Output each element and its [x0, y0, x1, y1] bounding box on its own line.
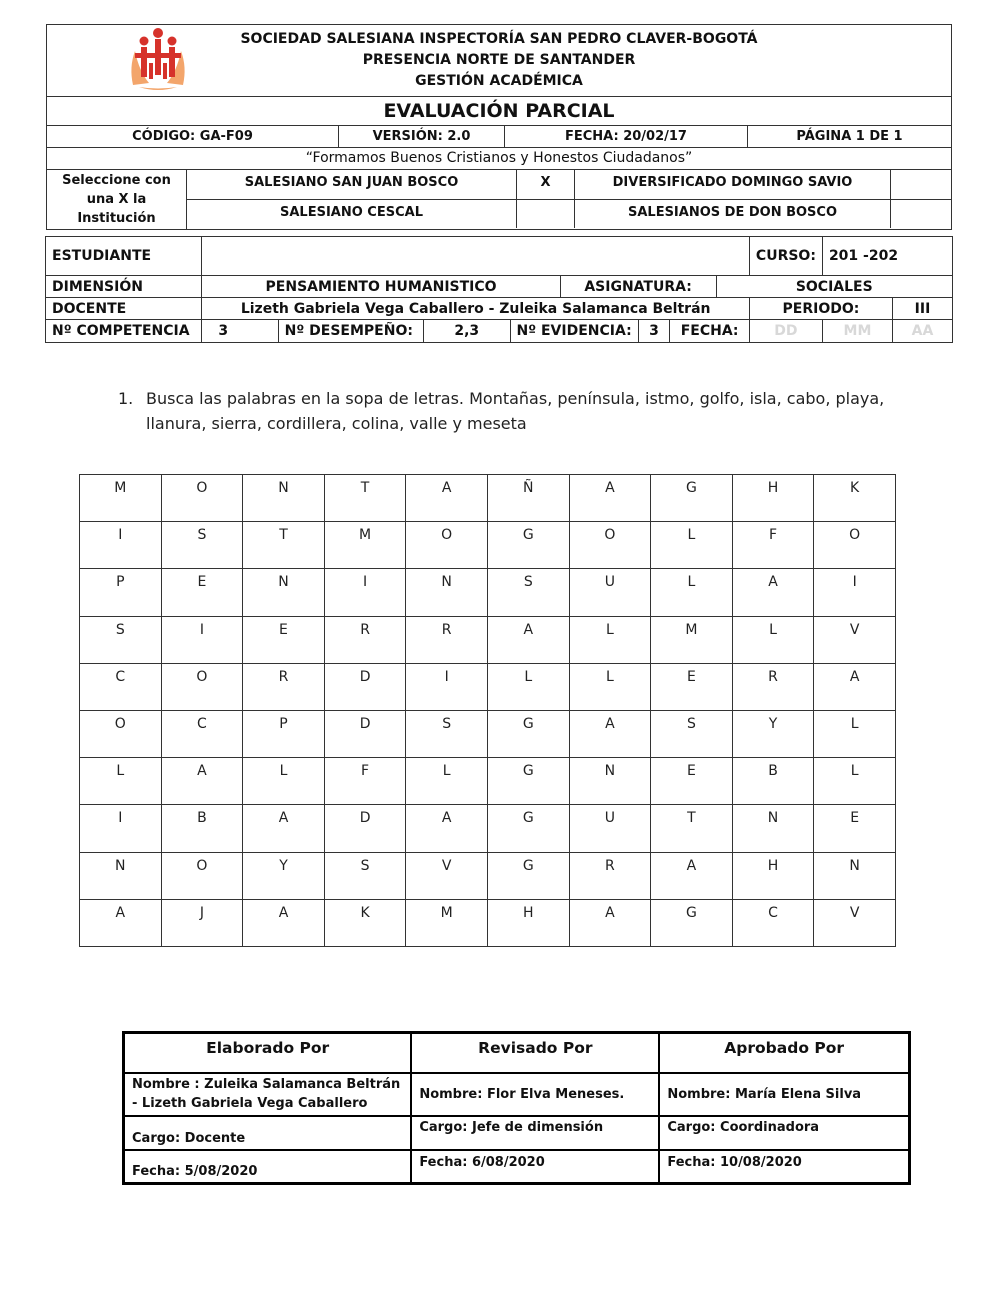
signoff-date-prepared: Fecha: 5/08/2020 [124, 1150, 412, 1184]
document-date: FECHA: 20/02/17 [505, 126, 748, 147]
date-day-field[interactable]: DD [749, 320, 822, 343]
word-search-cell[interactable]: L [651, 569, 733, 616]
signoff-name-prepared: Nombre : Zuleika Salamanca Beltrán - Lizeth Gabriela Vega Caballero [124, 1073, 412, 1116]
institution-cescal: SALESIANO CESCAL [187, 200, 517, 228]
signoff-header-reviewed: Revisado Por [411, 1033, 659, 1073]
word-search-cell[interactable]: I [814, 569, 896, 616]
word-search-cell[interactable]: I [406, 663, 488, 710]
word-search-cell[interactable]: G [487, 710, 569, 757]
institution-mark-cell[interactable] [517, 200, 575, 228]
word-search-cell[interactable]: O [814, 522, 896, 569]
institution-mark-cell[interactable] [891, 170, 951, 199]
word-search-cell[interactable]: F [324, 758, 406, 805]
word-search-cell[interactable]: N [80, 852, 162, 899]
word-search-cell[interactable]: U [569, 805, 651, 852]
word-search-cell[interactable]: H [732, 852, 814, 899]
word-search-cell[interactable]: K [814, 475, 896, 522]
word-search-cell[interactable]: E [814, 805, 896, 852]
word-search-cell[interactable]: O [569, 522, 651, 569]
word-search-cell[interactable]: L [487, 663, 569, 710]
instruction-item [118, 386, 918, 436]
org-department: GESTIÓN ACADÉMICA [415, 73, 583, 89]
date-month-field[interactable]: MM [822, 320, 892, 343]
word-search-cell[interactable]: C [161, 710, 243, 757]
word-search-cell[interactable]: S [651, 710, 733, 757]
word-search-cell[interactable]: S [161, 522, 243, 569]
word-search-row [80, 663, 896, 710]
word-search-cell[interactable]: D [324, 663, 406, 710]
document-code-row [47, 126, 951, 148]
word-search-cell[interactable]: N [243, 569, 325, 616]
word-search-cell[interactable]: G [487, 522, 569, 569]
word-search-row [80, 852, 896, 899]
institution-mark-cell[interactable] [891, 200, 951, 228]
word-search-cell[interactable]: Ñ [487, 475, 569, 522]
word-search-cell[interactable]: I [80, 805, 162, 852]
evidence-label: Nº EVIDENCIA: [510, 320, 638, 343]
word-search-cell[interactable]: E [161, 569, 243, 616]
word-search-cell[interactable]: L [243, 758, 325, 805]
word-search-cell[interactable]: T [324, 475, 406, 522]
word-search-cell[interactable]: A [243, 899, 325, 946]
performance-label: Nº DESEMPEÑO: [278, 320, 423, 343]
word-search-cell[interactable]: L [814, 710, 896, 757]
word-search-cell[interactable]: M [324, 522, 406, 569]
student-name-field[interactable] [202, 237, 750, 276]
word-search-row [80, 616, 896, 663]
signoff-header-prepared: Elaborado Por [124, 1033, 412, 1073]
signoff-header-approved: Aprobado Por [659, 1033, 909, 1073]
document-version: VERSIÓN: 2.0 [339, 126, 505, 147]
document-title: EVALUACIÓN PARCIAL [47, 97, 951, 126]
teacher-label: DOCENTE [46, 298, 202, 320]
salesian-logo-icon [125, 27, 191, 93]
word-search-cell[interactable]: A [569, 899, 651, 946]
word-search-cell[interactable]: R [406, 616, 488, 663]
word-search-cell[interactable]: E [651, 663, 733, 710]
institution-don-bosco: SALESIANOS DE DON BOSCO [575, 200, 891, 228]
word-search-cell[interactable]: A [569, 475, 651, 522]
signoff-table [122, 1031, 911, 1185]
word-search-row [80, 475, 896, 522]
word-search-cell[interactable]: O [161, 475, 243, 522]
word-search-cell[interactable]: A [406, 805, 488, 852]
word-search-cell[interactable]: R [732, 663, 814, 710]
word-search-cell[interactable]: L [406, 758, 488, 805]
institution-select-label: Seleccione con una X la Institución [47, 170, 187, 229]
word-search-cell[interactable]: L [732, 616, 814, 663]
word-search-cell[interactable]: E [243, 616, 325, 663]
dimension-label: DIMENSIÓN [46, 276, 202, 298]
word-search-cell[interactable]: D [324, 710, 406, 757]
word-search-cell[interactable]: L [80, 758, 162, 805]
signoff-role-reviewed: Cargo: Jefe de dimensión [411, 1116, 659, 1150]
word-search-cell[interactable]: P [80, 569, 162, 616]
word-search-cell[interactable]: N [732, 805, 814, 852]
competence-value: 3 [202, 320, 278, 343]
word-search-row [80, 758, 896, 805]
word-search-cell[interactable]: N [814, 852, 896, 899]
word-search-cell[interactable]: G [651, 475, 733, 522]
word-search-cell[interactable]: L [651, 522, 733, 569]
instruction-number: 1. [118, 389, 134, 408]
performance-value: 2,3 [424, 320, 510, 343]
word-search-cell[interactable]: F [732, 522, 814, 569]
word-search-cell[interactable]: V [814, 899, 896, 946]
word-search-cell[interactable]: V [406, 852, 488, 899]
word-search-row [80, 710, 896, 757]
word-search-cell[interactable]: T [243, 522, 325, 569]
word-search-cell[interactable]: Y [732, 710, 814, 757]
word-search-cell[interactable]: E [651, 758, 733, 805]
word-search-cell[interactable]: C [732, 899, 814, 946]
institution-selector [47, 170, 951, 229]
word-search-row [80, 569, 896, 616]
word-search-cell[interactable]: D [324, 805, 406, 852]
word-search-cell[interactable]: R [243, 663, 325, 710]
word-search-cell[interactable]: G [487, 852, 569, 899]
document-header [46, 24, 952, 230]
period-value: III [892, 298, 952, 320]
word-search-row [80, 522, 896, 569]
period-label: PERIODO: [749, 298, 892, 320]
word-search-cell[interactable]: A [814, 663, 896, 710]
teacher-value: Lizeth Gabriela Vega Caballero - Zuleika Salamanca Beltrán [202, 298, 750, 320]
word-search-cell[interactable]: P [243, 710, 325, 757]
word-search-row [80, 899, 896, 946]
course-value: 201 -202 [822, 237, 952, 276]
word-search-cell[interactable]: L [814, 758, 896, 805]
institution-domingo-savio: DIVERSIFICADO DOMINGO SAVIO [575, 170, 891, 199]
word-search-cell[interactable]: B [161, 805, 243, 852]
word-search-cell[interactable]: Y [243, 852, 325, 899]
word-search-cell[interactable]: S [80, 616, 162, 663]
word-search-cell[interactable]: A [732, 569, 814, 616]
word-search-cell[interactable]: V [814, 616, 896, 663]
word-search-grid [79, 474, 896, 947]
student-label: ESTUDIANTE [46, 237, 202, 276]
word-search-cell[interactable]: L [569, 663, 651, 710]
word-search-cell[interactable]: K [324, 899, 406, 946]
word-search-cell[interactable]: M [651, 616, 733, 663]
signoff-role-approved: Cargo: Coordinadora [659, 1116, 909, 1150]
word-search-cell[interactable]: R [569, 852, 651, 899]
subject-value: SOCIALES [716, 276, 953, 298]
word-search-cell[interactable]: A [80, 899, 162, 946]
signoff-name-approved: Nombre: María Elena Silva [659, 1073, 909, 1116]
word-search-cell[interactable]: S [406, 710, 488, 757]
word-search-cell[interactable]: G [651, 899, 733, 946]
word-search-cell[interactable]: A [161, 758, 243, 805]
word-search-cell[interactable]: C [80, 663, 162, 710]
word-search-cell[interactable]: U [569, 569, 651, 616]
word-search-cell[interactable]: N [406, 569, 488, 616]
word-search-cell[interactable]: H [487, 899, 569, 946]
word-search-cell[interactable]: A [651, 852, 733, 899]
student-info-table [45, 236, 953, 343]
word-search-cell[interactable]: L [569, 616, 651, 663]
word-search-cell[interactable]: A [569, 710, 651, 757]
signoff-role-prepared: Cargo: Docente [124, 1116, 412, 1150]
word-search-cell[interactable]: O [161, 852, 243, 899]
word-search-cell[interactable]: G [487, 805, 569, 852]
institution-mark-cell[interactable]: X [517, 170, 575, 199]
word-search-cell[interactable]: A [406, 475, 488, 522]
word-search-cell[interactable]: S [324, 852, 406, 899]
word-search-cell[interactable]: J [161, 899, 243, 946]
word-search-cell[interactable]: O [406, 522, 488, 569]
word-search-row [80, 805, 896, 852]
subject-label: ASIGNATURA: [560, 276, 716, 298]
word-search-cell[interactable]: O [161, 663, 243, 710]
instruction-text: Busca las palabras en la sopa de letras. Montañas, península, istmo, golfo, isla, cabo, playa, llanura, sierra, cordillera, colina, valle y meseta [146, 389, 885, 433]
word-search-cell[interactable]: I [324, 569, 406, 616]
header-top [47, 25, 951, 97]
org-region: PRESENCIA NORTE DE SANTANDER [362, 52, 636, 68]
document-code: CÓDIGO: GA-F09 [47, 126, 339, 147]
signoff-date-approved: Fecha: 10/08/2020 [659, 1150, 909, 1184]
word-search-cell[interactable]: O [80, 710, 162, 757]
word-search-cell[interactable]: G [487, 758, 569, 805]
word-search-cell[interactable]: N [243, 475, 325, 522]
word-search-cell[interactable]: H [732, 475, 814, 522]
word-search-cell[interactable]: R [324, 616, 406, 663]
competence-label: Nº COMPETENCIA [46, 320, 202, 343]
word-search-cell[interactable]: A [487, 616, 569, 663]
word-search-cell[interactable]: M [80, 475, 162, 522]
word-search-cell[interactable]: A [243, 805, 325, 852]
dimension-value: PENSAMIENTO HUMANISTICO [202, 276, 560, 298]
word-search-cell[interactable]: M [406, 899, 488, 946]
word-search-cell[interactable]: S [487, 569, 569, 616]
org-name: SOCIEDAD SALESIANA INSPECTORÍA SAN PEDRO CLAVER-BOGOTÁ [240, 31, 758, 47]
word-search-cell[interactable]: B [732, 758, 814, 805]
word-search-cell[interactable]: N [569, 758, 651, 805]
evidence-value: 3 [638, 320, 670, 343]
institution-san-juan-bosco: SALESIANO SAN JUAN BOSCO [187, 170, 517, 199]
signoff-date-reviewed: Fecha: 6/08/2020 [411, 1150, 659, 1184]
date-year-field[interactable]: AA [892, 320, 952, 343]
word-search-cell[interactable]: T [651, 805, 733, 852]
motto: “Formamos Buenos Cristianos y Honestos Ciudadanos” [47, 148, 951, 170]
word-search-cell[interactable]: I [161, 616, 243, 663]
course-label: CURSO: [749, 237, 822, 276]
document-page: PÁGINA 1 DE 1 [796, 129, 903, 144]
signoff-name-reviewed: Nombre: Flor Elva Meneses. [411, 1073, 659, 1116]
word-search-cell[interactable]: I [80, 522, 162, 569]
date-label: FECHA: [670, 320, 750, 343]
